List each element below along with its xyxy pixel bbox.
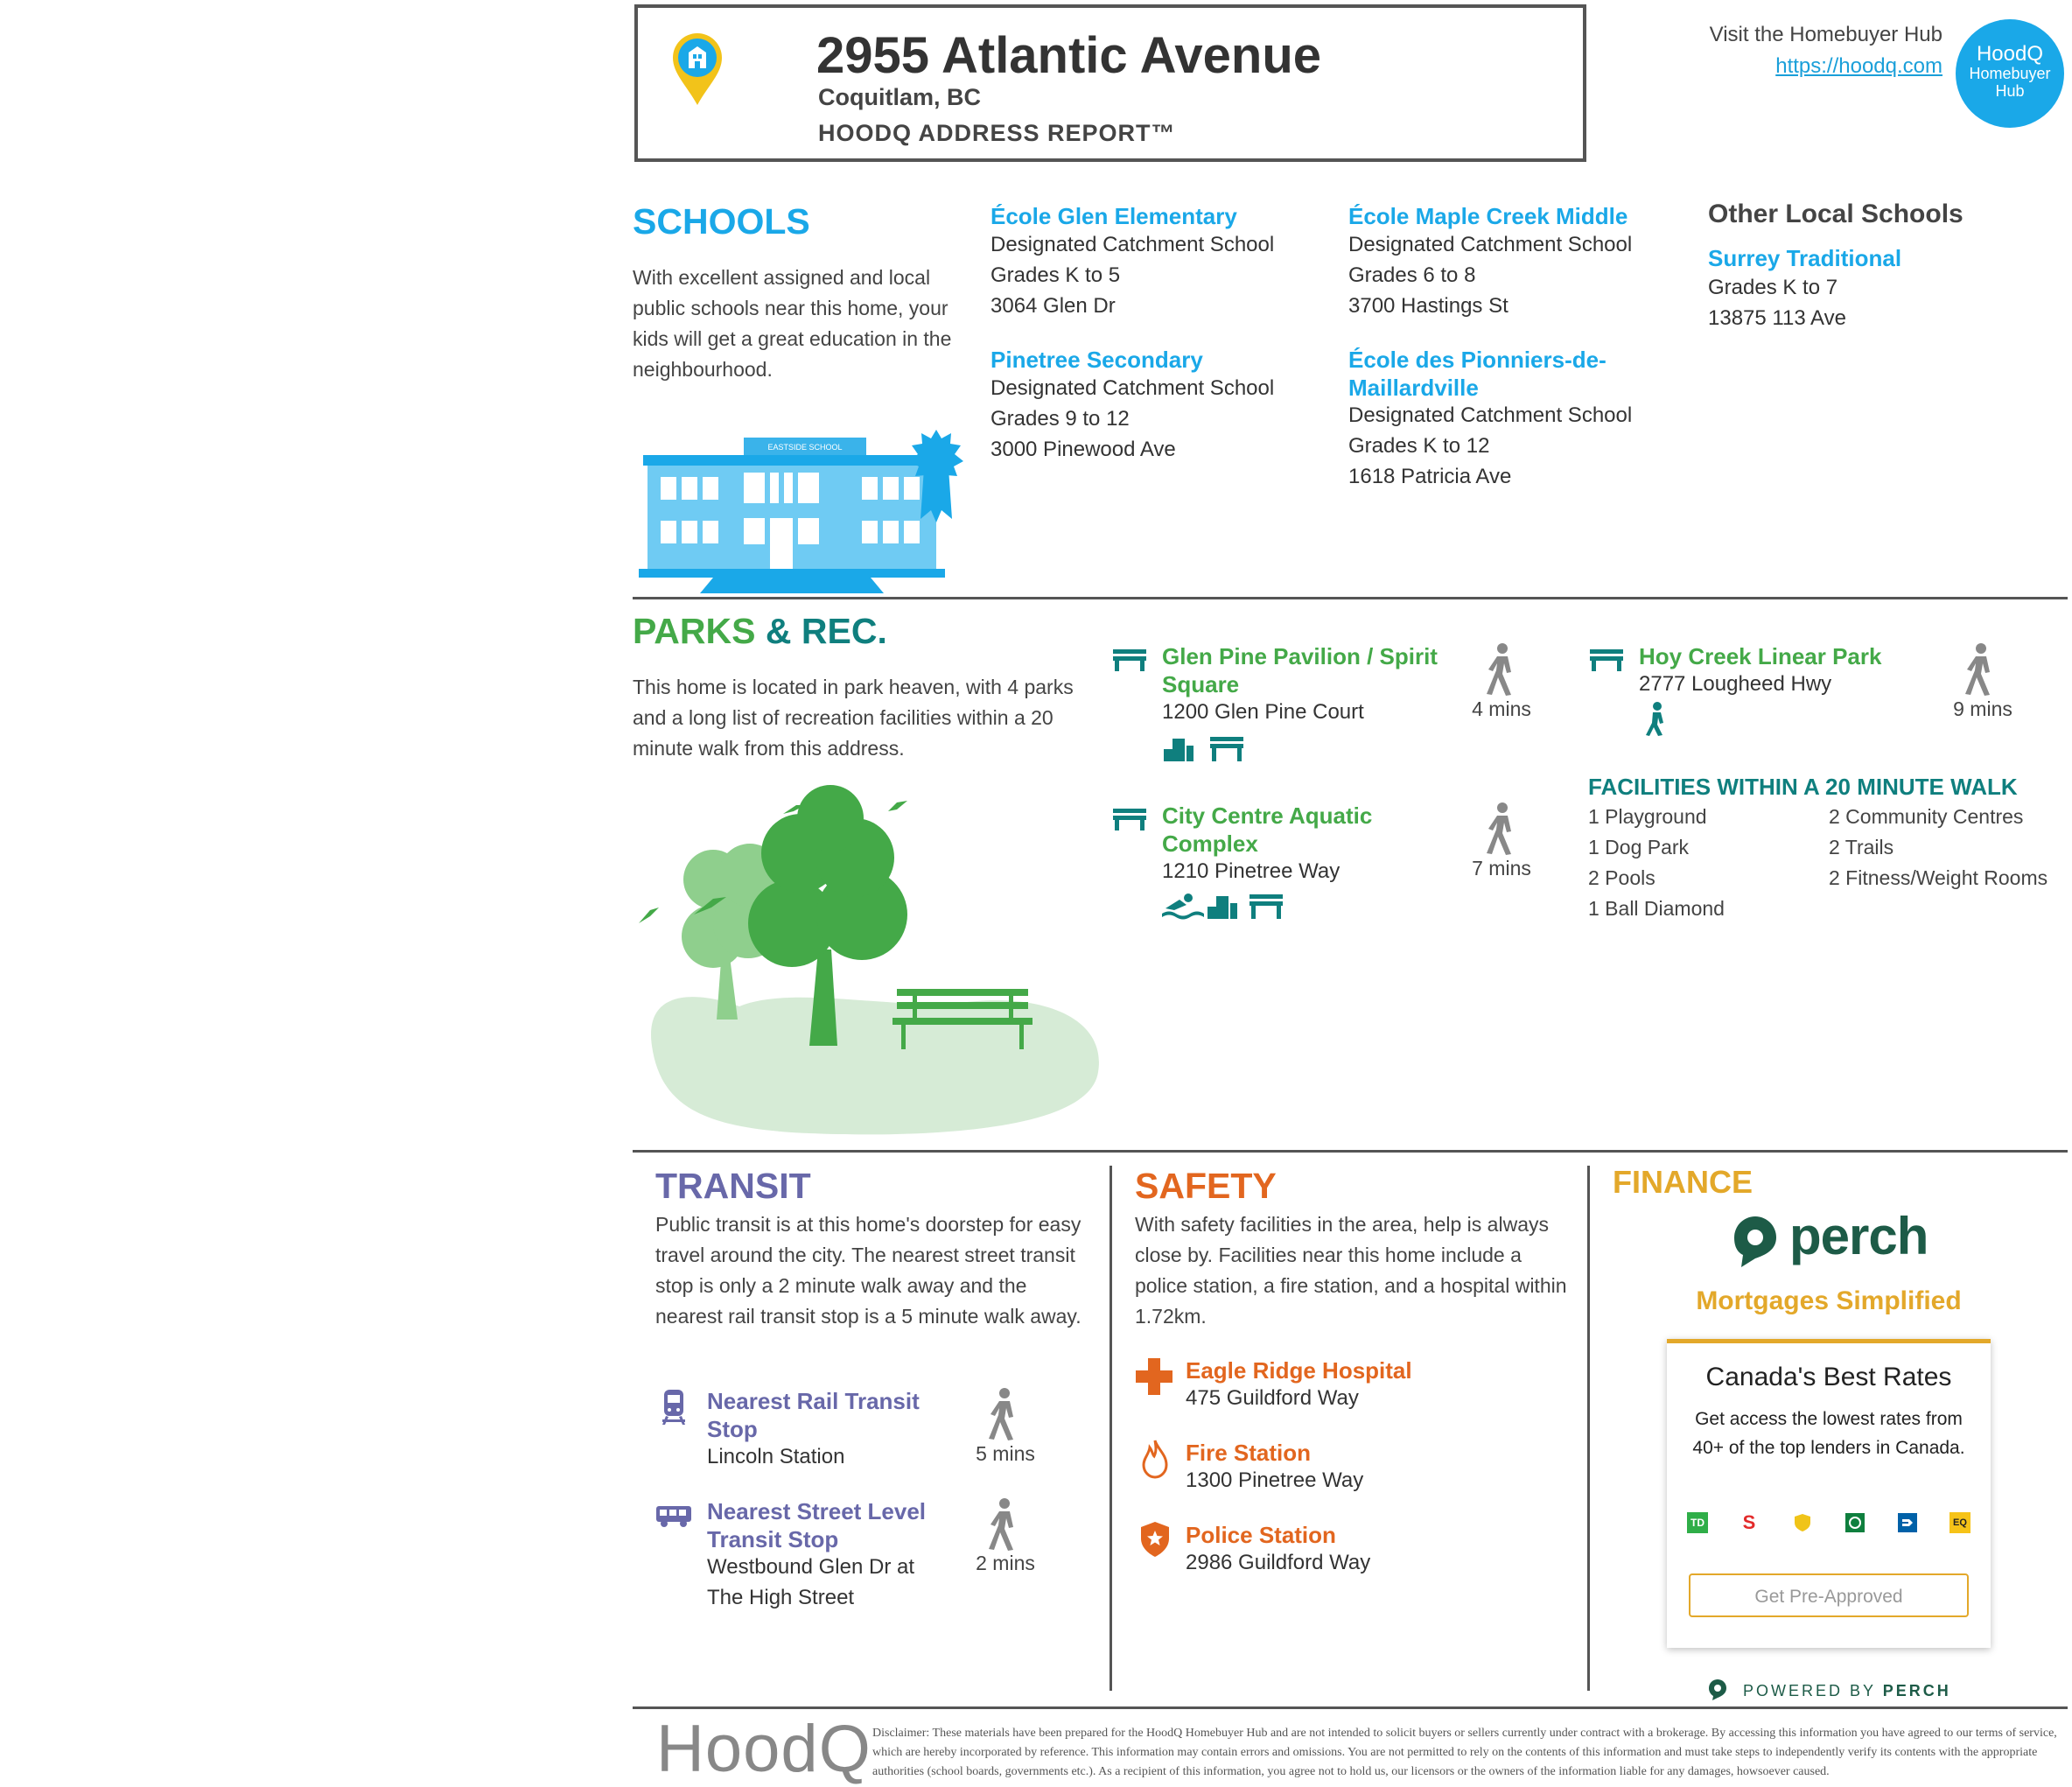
train-icon [661,1388,687,1426]
facilities-title: FACILITIES WITHIN A 20 MINUTE WALK [1588,774,2018,800]
school-address: 3000 Pinewood Ave [990,438,1176,461]
bench-icon [1111,807,1148,831]
walking-icon [987,1497,1020,1552]
walking-icon [1485,642,1518,697]
school-name-line-1[interactable]: École des Pionniers-de- [1348,347,1606,373]
park-name-line-2[interactable]: Complex [1162,830,1258,857]
school-grades: Grades 6 to 8 [1348,263,1476,287]
lender-logo-shield-icon [1792,1512,1813,1533]
safety-address: 2986 Guildford Way [1186,1551,1371,1574]
facility-item: 2 Pools [1588,866,1656,889]
school-address: 3064 Glen Dr [990,294,1116,318]
walking-icon [1485,802,1518,856]
bench-icon [1111,648,1148,672]
fire-icon [1142,1439,1168,1479]
facility-item: 2 Community Centres [1829,805,2024,828]
address-title: 2955 Atlantic Avenue [816,27,1321,84]
card-text: Get access the lowest rates from 40+ of the top lenders in Canada. [1692,1409,1965,1458]
school-grades: Grades K to 7 [1708,276,1838,299]
perch-pin-icon [1708,1678,1727,1701]
transit-name-line-2[interactable]: Stop [707,1416,758,1442]
walk-time: 5 mins [976,1442,1035,1465]
lender-logo-circle-icon [1844,1512,1866,1533]
park-name-line-1[interactable]: Glen Pine Pavilion / Spirit [1162,643,1438,669]
park-name-line-2[interactable]: Square [1162,671,1240,697]
hub-badge[interactable] [1956,19,2064,128]
walk-time: 7 mins [1472,857,1531,879]
parks-title-a: PARKS [633,611,756,651]
facility-item: 1 Dog Park [1588,836,1690,858]
hub-badge-line-1: HoodQ [1976,42,2044,66]
police-shield-icon [1139,1521,1171,1558]
park-address: 1210 Pinetree Way [1162,859,1340,883]
powered-by-label: POWERED BY [1743,1682,1876,1699]
facility-item: 1 Playground [1588,805,1707,828]
hospital-cross-icon [1136,1358,1172,1395]
park-address: 1200 Glen Pine Court [1162,700,1364,724]
column-divider [1110,1166,1112,1691]
walk-time: 4 mins [1472,697,1531,720]
school-grades: Grades K to 5 [990,263,1121,287]
parks-title-b: & REC. [765,611,887,651]
hoodq-footer-logo: HoodQ [656,1712,872,1786]
hub-badge-line-2: Homebuyer [1969,65,2051,82]
facilities-list-2 [1829,802,2048,894]
get-pre-approved-button[interactable]: Get Pre-Approved [1689,1573,1969,1617]
transit-name-line-1[interactable]: Nearest Rail Transit [707,1388,920,1414]
park-illustration [634,783,1107,1142]
park-address: 2777 Lougheed Hwy [1639,672,1832,696]
hiking-trail-icon [1645,702,1668,737]
facility-item: 1 Ball Diamond [1588,897,1725,920]
school-catchment: Designated Catchment School [1348,233,1633,256]
safety-name[interactable]: Eagle Ridge Hospital [1186,1357,1412,1384]
school-catchment: Designated Catchment School [990,376,1275,400]
safety-intro: With safety facilities in the area, help is always close by. Facilities near this home include a police station, a fire station, and a hospital within 1.72km. [1135,1213,1567,1328]
transit-title: TRANSIT [655,1166,811,1206]
lender-logo-eq: EQ [1950,1512,1970,1533]
school-name[interactable]: École Maple Creek Middle [1348,203,1628,229]
walking-icon [987,1387,1020,1441]
other-schools-title: Other Local Schools [1708,200,1964,228]
facility-item: 2 Trails [1829,836,1894,858]
walking-icon [1964,642,1997,697]
transit-detail: The High Street [707,1586,855,1609]
safety-address: 1300 Pinetree Way [1186,1468,1364,1492]
school-address: 3700 Hastings St [1348,294,1508,318]
lender-logo-arrow-icon [1897,1512,1918,1533]
transit-detail: Westbound Glen Dr at [707,1555,915,1579]
section-divider [633,597,2068,599]
perch-wordmark: perch [1789,1207,1928,1265]
lender-logo-td: TD [1687,1512,1708,1533]
school-grades: Grades 9 to 12 [990,407,1130,431]
facility-item: 2 Fitness/Weight Rooms [1829,866,2048,889]
school-name[interactable]: Pinetree Secondary [990,347,1203,373]
parks-intro: This home is located in park heaven, with 4 parks and a long list of recreation facilities within a 20 minute walk from this address. [633,676,1074,760]
school-building-illustration [639,420,971,595]
park-amenity-icons [1162,891,1293,921]
school-catchment: Designated Catchment School [1348,403,1633,427]
school-address: 1618 Patricia Ave [1348,465,1512,488]
school-address: 13875 113 Ave [1708,306,1846,330]
city-label: Coquitlam, BC [818,84,981,110]
schools-intro: With excellent assigned and local public schools near this home, your kids will get a great education in the neighbourhood. [633,266,952,381]
walk-time: 2 mins [976,1552,1035,1574]
school-sign-text: EASTSIDE SCHOOL [767,443,843,452]
card-title: Canada's Best Rates [1705,1363,1952,1391]
footer-divider [633,1706,2068,1709]
safety-name[interactable]: Police Station [1186,1522,1336,1548]
schools-title: SCHOOLS [633,201,810,242]
transit-name-line-1[interactable]: Nearest Street Level [707,1498,927,1524]
lender-logo-scotia: S [1742,1511,1756,1533]
hub-prompt: Visit the Homebuyer Hub [1709,23,1942,46]
disclaimer-text: Disclaimer: These materials have been prepared for the HoodQ Homebuyer Hub and are not intended to solicit buyers or sellers currently under contract with a brokerage. By accessing this information you have agreed to our terms of service, which are hereby incorporated by reference. This information may contain errors and omissions. You are not permitted to rely on the contents of this information and must take steps to independently verify its contents with the appropriate authorities (school boards, governments etc.). As a recipient of this information, you agree not to hold us, our licensors or the owners of the information liable for any damages, howsoever caused. [872,1727,2057,1778]
finance-title: FINANCE [1613,1164,1753,1200]
bus-icon [654,1503,693,1528]
safety-title: SAFETY [1135,1166,1277,1206]
parks-title [633,611,887,652]
school-name[interactable]: École Glen Elementary [990,203,1237,229]
hub-badge-line-3: Hub [1995,82,2025,100]
facilities-list-1 [1588,802,1725,924]
park-name[interactable]: Hoy Creek Linear Park [1639,643,1882,669]
bench-icon [1588,648,1625,672]
park-name-line-1[interactable]: City Centre Aquatic [1162,802,1373,829]
park-amenity-icons [1162,733,1250,763]
transit-detail: Lincoln Station [707,1445,845,1468]
powered-by [1743,1682,1951,1700]
report-label: HOODQ ADDRESS REPORT™ [818,120,1176,146]
column-divider [1587,1166,1590,1691]
school-catchment: Designated Catchment School [990,233,1275,256]
safety-name[interactable]: Fire Station [1186,1440,1312,1466]
powered-by-brand: PERCH [1882,1682,1951,1699]
school-grades: Grades K to 12 [1348,434,1490,458]
safety-address: 475 Guildford Way [1186,1386,1359,1410]
section-divider [633,1150,2068,1153]
finance-tagline: Mortgages Simplified [1696,1286,1962,1315]
transit-intro: Public transit is at this home's doorstep for easy travel around the city. The nearest street transit stop is only a 2 minute walk away and the nearest rail transit stop is a 5 minute walk away. [655,1213,1082,1328]
school-name-line-2[interactable]: Maillardville [1348,375,1479,401]
walk-time: 9 mins [1953,697,2012,720]
school-name[interactable]: Surrey Traditional [1708,245,1902,271]
perch-logo-icon [1731,1215,1780,1269]
transit-name-line-2[interactable]: Transit Stop [707,1526,839,1552]
hub-link[interactable]: https://hoodq.com [1775,54,1942,78]
home-pin-icon [669,32,725,109]
